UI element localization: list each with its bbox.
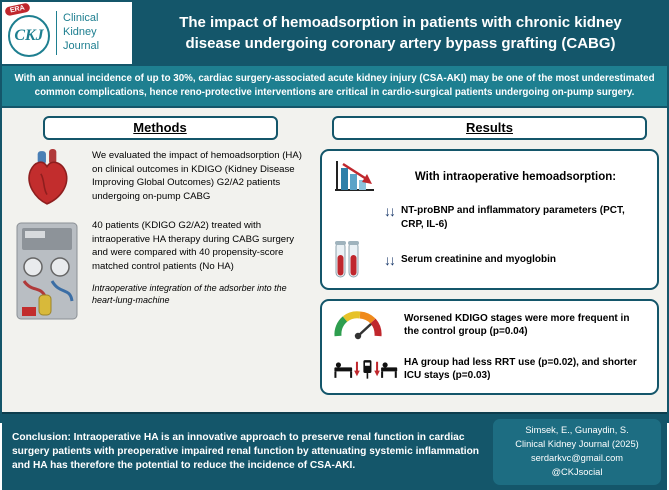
methods-heading-label: Methods — [133, 120, 187, 136]
heart-lung-machine-photo — [10, 219, 84, 323]
header-row — [2, 2, 667, 64]
test-tubes-icon — [332, 240, 362, 280]
journal-name-line: Kidney — [63, 26, 97, 39]
machine-caption: Intraoperative integration of the adsorber into the heart-lung-machine — [92, 283, 287, 306]
era-badge: ERA — [4, 3, 30, 17]
ckj-logo-icon: CKJ — [8, 15, 50, 57]
conclusion-text: Conclusion: Intraoperative HA is an innovative approach to preserve renal function in cardiac surgery patients with preoperative impaired renal function by attenuating systemic inflammation and HA has therefore the potential to reduce the incidence of CSA-AKI. — [12, 432, 480, 472]
heart-lung-machine-icon — [12, 219, 82, 323]
result-text-rrt-icu: HA group had less RRT use (p=0.02), and shorter ICU stays (p=0.03) — [404, 356, 637, 382]
citation-journal: Clinical Kidney Journal (2025) — [515, 439, 639, 450]
declining-chart-icon — [332, 159, 376, 195]
intro-banner: With an annual incidence of up to 30%, cardiac surgery-associated acute kidney injury (CSA-AKI) may be one of the most underestimated common complications, hence reno-protective interventions are critical in cardio-surgical patients undergoing on-pump surgery. — [2, 64, 667, 108]
journal-logo — [2, 2, 134, 64]
double-down-arrow-icon: ↓↓ — [384, 203, 394, 220]
citation-authors: Simsek, E., Gunaydin, S. — [525, 425, 629, 436]
methods-item-1 — [10, 149, 310, 207]
results-heading — [332, 116, 647, 140]
heart-icon — [15, 149, 79, 207]
double-down-arrow-icon: ↓↓ — [384, 251, 394, 268]
results-column — [320, 116, 659, 404]
heart-photo — [10, 149, 84, 207]
result-text-kdigo: Worsened KDIGO stages were more frequent in the control group (p=0.04) — [404, 312, 630, 338]
methods-heading — [43, 116, 278, 140]
journal-name — [63, 12, 99, 53]
journal-name-line: Clinical — [63, 12, 99, 25]
result-line-ntprobnp — [384, 204, 647, 231]
result-text-creatinine: Serum creatinine and myoglobin — [401, 253, 557, 265]
methods-column — [10, 116, 310, 404]
gauge-icon — [332, 309, 384, 341]
page-title: The impact of hemoadsorption in patients with chronic kidney disease undergoing coronary artery bypass grafting (CABG) — [134, 2, 667, 64]
results-box-outcomes — [320, 299, 659, 395]
methods-text-1: We evaluated the impact of hemoadsorption (HA) on clinical outcomes in KDIGO (Kidney Disease Improving Global Outcomes) G2/A2 patients undergoing on-pump CABG — [92, 150, 302, 202]
citation-social-handle: @CKJsocial — [551, 467, 603, 478]
methods-text-2: 40 patients (KDIGO G2/A2) treated with intraoperative HA therapy during CABG surgery and were compared with 40 propensity-score matched control patients (No HA) — [92, 220, 295, 272]
main-content — [2, 108, 667, 412]
footer — [2, 412, 667, 490]
results-box-title: With intraoperative hemoadsorption: — [414, 171, 617, 184]
results-heading-label: Results — [466, 120, 513, 136]
icu-bed-icons — [332, 353, 398, 385]
citation-email: serdarkvc@gmail.com — [530, 453, 624, 464]
citation-box — [493, 419, 661, 485]
journal-name-line: Journal — [63, 39, 100, 52]
result-text-ntprobnp: NT-proBNP and inflammatory parameters (PCT, CRP, IL-6) — [401, 205, 625, 230]
results-box-labs — [320, 149, 659, 290]
result-line-creatinine — [384, 253, 647, 268]
methods-item-2 — [10, 219, 310, 323]
logo-divider — [56, 11, 57, 55]
